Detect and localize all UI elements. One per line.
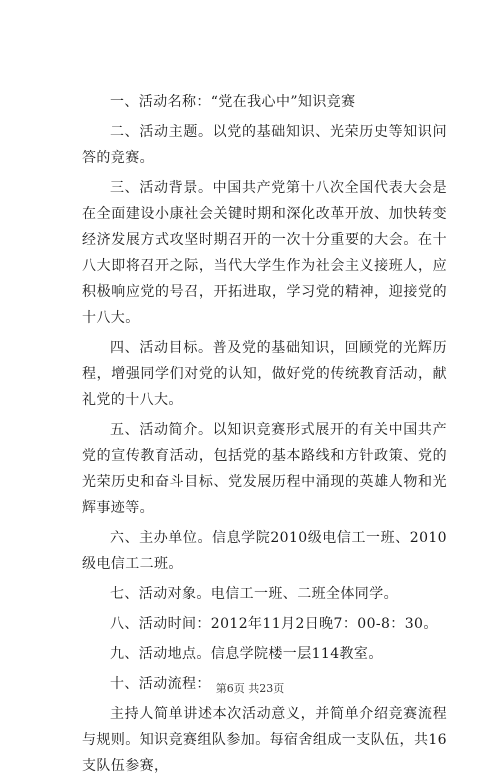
section-organizer: 六、主办单位。信息学院2010级电信工一班、2010级电信工二班。 <box>82 530 447 572</box>
section-activity-theme: 二、活动主题。以党的基础知识、光荣历史等知识问答的竞赛。 <box>82 124 447 166</box>
process-description: 主持人简单讲述本次活动意义，并简单介绍竞赛流程与规则。知识竞赛组队参加。每宿舍组成一支队伍，共16支队伍参赛， <box>82 706 447 774</box>
section-activity-location: 九、活动地点。信息学院楼一层114教室。 <box>110 646 383 662</box>
section-activity-time: 八、活动时间：2012年11月2日晚7：00-8：30。 <box>110 616 438 632</box>
section-activity-goal: 四、活动目标。普及党的基础知识，回顾党的光辉历程，增强同学们对党的认知，做好党的传统教育活动，献礼党的十八大。 <box>82 340 447 408</box>
section-activity-name: 一、活动名称：“党在我心中”知识竞赛 <box>110 94 356 110</box>
document-body <box>82 89 447 783</box>
section-activity-intro: 五、活动简介。以知识竞赛形式展开的有关中国共产党的宣传教育活动，包括党的基本路线和方针政策、党的光荣历史和奋斗目标、党发展历程中涌现的英雄人物和光辉事迹等。 <box>82 422 447 516</box>
section-activity-process: 十、活动流程： <box>110 676 211 692</box>
page-number-footer: 第6页 共23页 <box>215 682 285 695</box>
section-participants: 七、活动对象。电信工一班、二班全体同学。 <box>110 586 398 602</box>
section-activity-background: 三、活动背景。中国共产党第十八次全国代表大会是在全面建设小康社会关键时期和深化改革开放、加快转变经济发展方式攻坚时期召开的一次十分重要的大会。在十八大即将召开之际，当代大学生作为社会主义接班人，应积极响应党的号召，开拓进取，学习党的精神，迎接党的十八大。 <box>82 180 447 326</box>
